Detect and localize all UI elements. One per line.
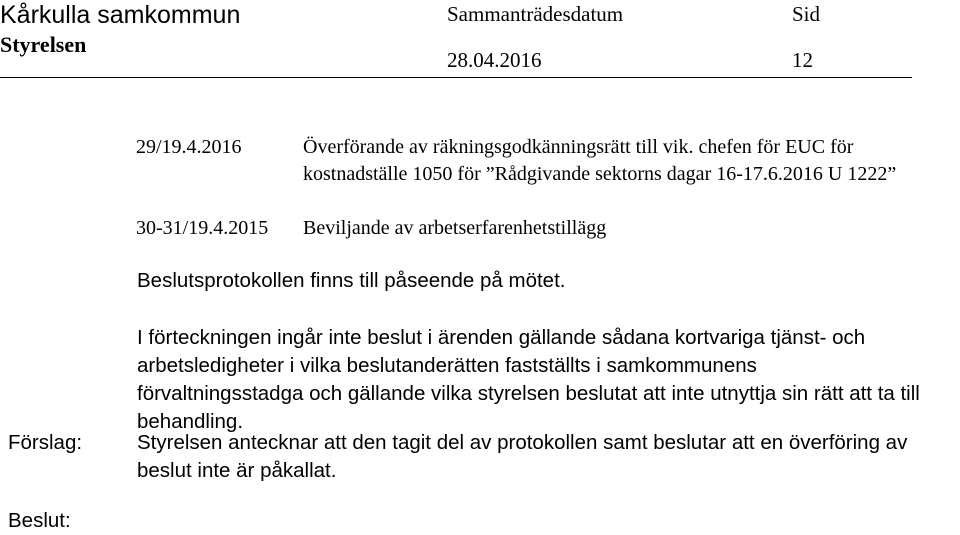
meeting-date-label: Sammanträdesdatum bbox=[447, 2, 624, 26]
decision-date: 30-31/19.4.2015 bbox=[136, 217, 269, 239]
proposal-text: Styrelsen antecknar att den tagit del av protokollen samt beslutar att en överföring av beslut inte är påkallat. bbox=[137, 431, 908, 482]
exclusion-paragraph: I förteckningen ingår inte beslut i ärenden gällande sådana kortvariga tjänst- och arbetsledigheter i vilka beslutanderätten fastställts i samkommunens förvaltningsstadga och gällande vilka styrelsen beslutat att inte utnyttja sin rätt att ta till behandling. bbox=[137, 326, 920, 433]
protocols-note: Beslutsprotokollen finns till påseende på mötet. bbox=[137, 269, 566, 292]
decision-label: Beslut: bbox=[8, 509, 71, 532]
organization-name: Kårkulla samkommun bbox=[0, 1, 241, 29]
decision-text: Beviljande av arbetserfarenhetstillägg bbox=[303, 217, 607, 239]
meeting-date-value: 28.04.2016 bbox=[447, 48, 542, 72]
page-label: Sid bbox=[792, 2, 821, 26]
page-number: 12 bbox=[792, 48, 813, 72]
board-name: Styrelsen bbox=[0, 32, 87, 57]
proposal-label: Förslag: bbox=[8, 431, 83, 454]
decision-date: 29/19.4.2016 bbox=[136, 136, 242, 158]
header-divider bbox=[0, 77, 912, 78]
decision-text: Överförande av räkningsgodkänningsrätt till vik. chefen för EUC för kostnadställe 1050 för ”Rådgivande sektorns dagar 16-17.6.2016 U 1222” bbox=[303, 136, 897, 185]
